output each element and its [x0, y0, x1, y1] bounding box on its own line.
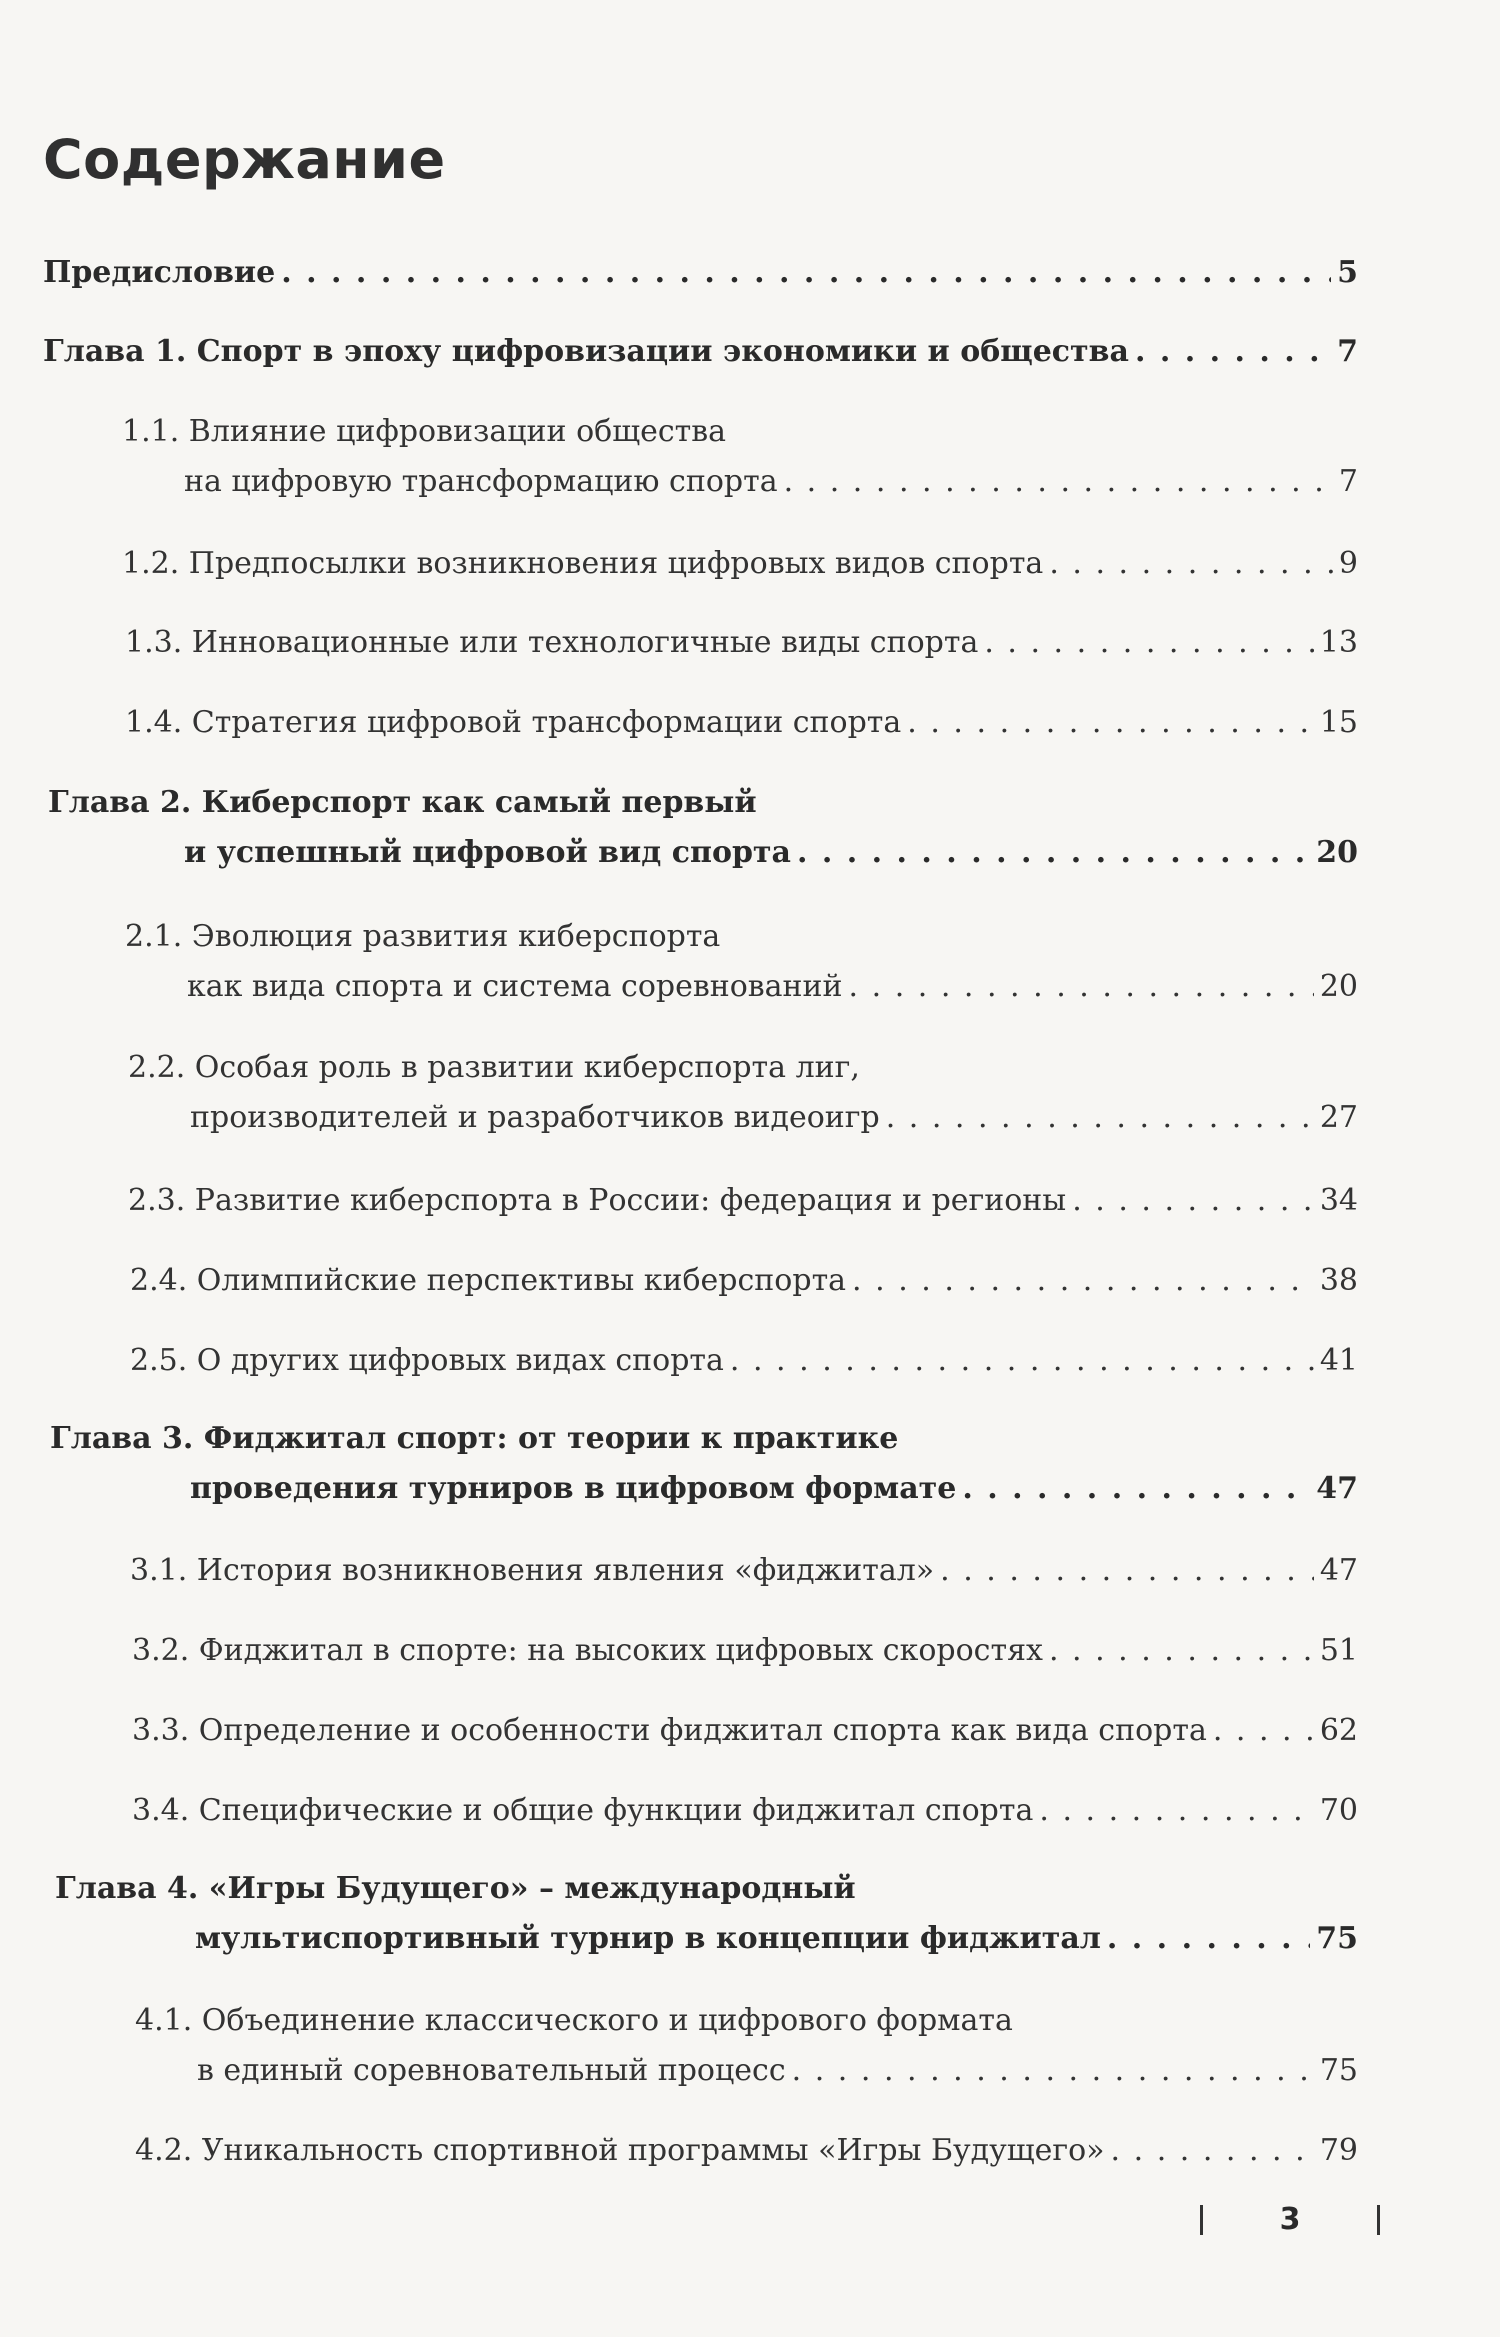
toc-entry-line [122, 539, 1358, 589]
toc-page-number: 38 [1319, 1263, 1358, 1298]
toc-chapter-entry [48, 778, 1358, 878]
toc-page-number: 20 [1319, 969, 1358, 1004]
toc-entry-title: 3.3. Определение и особенности фиджитал спорта как вида спорта [132, 1713, 1207, 1748]
toc-chapter-entry [50, 1414, 1358, 1514]
toc-page-number: 7 [1337, 334, 1358, 369]
dot-leader [1135, 327, 1331, 377]
toc-page-number: 41 [1319, 1343, 1358, 1378]
dot-leader [1039, 1786, 1313, 1836]
toc-entry-line [48, 778, 1358, 828]
toc-entry-title: производителей и разработчиков видеоигр [190, 1100, 880, 1135]
toc-page-number: 13 [1319, 625, 1358, 660]
toc-entry-title: Глава 2. Киберспорт как самый первый [48, 785, 757, 820]
toc-entry-title: 1.2. Предпосылки возникновения цифровых видов спорта [122, 546, 1044, 581]
toc-entry-title: 3.2. Фиджитал в спорте: на высоких цифровых скоростях [132, 1633, 1043, 1668]
toc-entry-title: 2.3. Развитие киберспорта в России: федерация и регионы [128, 1183, 1067, 1218]
toc-entry-line [135, 1996, 1358, 2046]
toc-entry-title: 3.4. Специфические и общие функции фиджитал спорта [132, 1793, 1034, 1828]
toc-section-entry [122, 539, 1358, 589]
toc-entry-line [125, 912, 1358, 962]
toc-entry-title: 1.3. Инновационные или технологичные виды спорта [125, 625, 979, 660]
toc-entry-title: 3.1. История возникновения явления «фиджитал» [130, 1553, 935, 1588]
toc-chapter-entry [43, 248, 1358, 298]
toc-entry-line [125, 698, 1358, 748]
footer-page-number: 3 [1279, 2202, 1301, 2237]
toc-entry-line [135, 2046, 1358, 2096]
dot-leader [1049, 1626, 1314, 1676]
footer-right-rule [1377, 2205, 1380, 2235]
toc-entry-title: на цифровую трансформацию спорта [184, 464, 778, 499]
toc-page-number: 75 [1319, 2053, 1358, 2088]
dot-leader [852, 1256, 1314, 1306]
toc-page-number: 9 [1338, 546, 1358, 581]
toc-page-number: 34 [1319, 1183, 1358, 1218]
toc-section-entry [125, 698, 1358, 748]
toc-page-number: 75 [1316, 1921, 1358, 1956]
toc-entry-line [50, 1414, 1358, 1464]
toc-entry-line [135, 2126, 1358, 2176]
toc-entry-line [50, 1464, 1358, 1514]
toc-entry-title: мультиспортивный турнир в концепции фиджитал [195, 1921, 1101, 1956]
toc-entry-line [125, 618, 1358, 668]
toc-entry-title: и успешный цифровой вид спорта [184, 835, 791, 870]
toc-entry-line [130, 1256, 1358, 1306]
toc-page-number: 51 [1319, 1633, 1358, 1668]
toc-entry-title: 4.1. Объединение классического и цифрового формата [135, 2003, 1013, 2038]
page-title: Содержание [43, 128, 446, 191]
toc-page-number: 20 [1316, 835, 1358, 870]
toc-entry-title: 2.2. Особая роль в развитии киберспорта лиг, [128, 1050, 860, 1085]
toc-entry-line [130, 1336, 1358, 1386]
toc-entry-line [128, 1176, 1358, 1226]
toc-entry-title: Глава 1. Спорт в эпоху цифровизации экономики и общества [43, 334, 1129, 369]
dot-leader [784, 457, 1333, 507]
footer-left-rule [1200, 2205, 1203, 2235]
dot-leader [907, 698, 1314, 748]
toc-section-entry [135, 1996, 1358, 2096]
toc-page-number: 79 [1319, 2133, 1358, 2168]
toc-entry-title: 2.5. О других цифровых видах спорта [130, 1343, 724, 1378]
toc-entry-title: Глава 3. Фиджитал спорт: от теории к практике [50, 1421, 899, 1456]
toc-section-entry [128, 1176, 1358, 1226]
dot-leader [849, 962, 1314, 1012]
toc-page-number: 47 [1319, 1553, 1358, 1588]
toc-section-entry [130, 1336, 1358, 1386]
toc-entry-line [122, 457, 1358, 507]
toc-entry-line [128, 1043, 1358, 1093]
toc-entry-line [43, 248, 1358, 298]
toc-section-entry [135, 2126, 1358, 2176]
toc-section-entry [130, 1256, 1358, 1306]
dot-leader [984, 618, 1313, 668]
toc-entry-title: 1.4. Стратегия цифровой трансформации спорта [125, 705, 902, 740]
toc-entry-line [122, 407, 1358, 457]
toc-entry-line [55, 1914, 1358, 1964]
toc-entry-title: Глава 4. «Игры Будущего» – международный [55, 1871, 856, 1906]
toc-page-number: 5 [1337, 255, 1358, 290]
toc-page-number: 70 [1319, 1793, 1358, 1828]
toc-section-entry [132, 1706, 1358, 1756]
toc-entry-title: 2.4. Олимпийские перспективы киберспорта [130, 1263, 847, 1298]
toc-section-entry [128, 1043, 1358, 1143]
toc-section-entry [132, 1786, 1358, 1836]
page-footer [1200, 2202, 1380, 2237]
toc-entry-title: 2.1. Эволюция развития киберспорта [125, 919, 721, 954]
toc-entry-line [132, 1786, 1358, 1836]
dot-leader [797, 828, 1310, 878]
dot-leader [886, 1093, 1314, 1143]
toc-entry-title: как вида спорта и система соревнований [187, 969, 843, 1004]
toc-section-entry [122, 407, 1358, 507]
dot-leader [1213, 1706, 1314, 1756]
dot-leader [1107, 1914, 1310, 1964]
toc-entry-title: 1.1. Влияние цифровизации общества [122, 414, 727, 449]
dot-leader [962, 1464, 1310, 1514]
dot-leader [281, 248, 1331, 298]
toc-page-number: 62 [1319, 1713, 1358, 1748]
toc-entry-line [130, 1546, 1358, 1596]
dot-leader [940, 1546, 1314, 1596]
toc-page-number: 47 [1316, 1471, 1358, 1506]
toc-entry-line [55, 1864, 1358, 1914]
dot-leader [1072, 1176, 1314, 1226]
toc-chapter-entry [55, 1864, 1358, 1964]
toc-entry-line [43, 327, 1358, 377]
toc-section-entry [125, 618, 1358, 668]
toc-page-number: 7 [1338, 464, 1358, 499]
dot-leader [792, 2046, 1314, 2096]
toc-entry-line [48, 828, 1358, 878]
dot-leader [1049, 539, 1333, 589]
dot-leader [1111, 2126, 1314, 2176]
toc-entry-line [132, 1626, 1358, 1676]
toc-entry-line [128, 1093, 1358, 1143]
toc-entry-title: проведения турниров в цифровом формате [190, 1471, 957, 1506]
toc-page-number: 15 [1319, 705, 1358, 740]
toc-entry-line [132, 1706, 1358, 1756]
toc-chapter-entry [43, 327, 1358, 377]
toc-page-number: 27 [1319, 1100, 1358, 1135]
toc-entry-title: в единый соревновательный процесс [197, 2053, 786, 2088]
toc-section-entry [132, 1626, 1358, 1676]
toc-section-entry [125, 912, 1358, 1012]
toc-section-entry [130, 1546, 1358, 1596]
toc-entry-title: 4.2. Уникальность спортивной программы «Игры Будущего» [135, 2133, 1105, 2168]
dot-leader [730, 1336, 1314, 1386]
toc-entry-title: Предисловие [43, 255, 276, 290]
toc-entry-line [125, 962, 1358, 1012]
